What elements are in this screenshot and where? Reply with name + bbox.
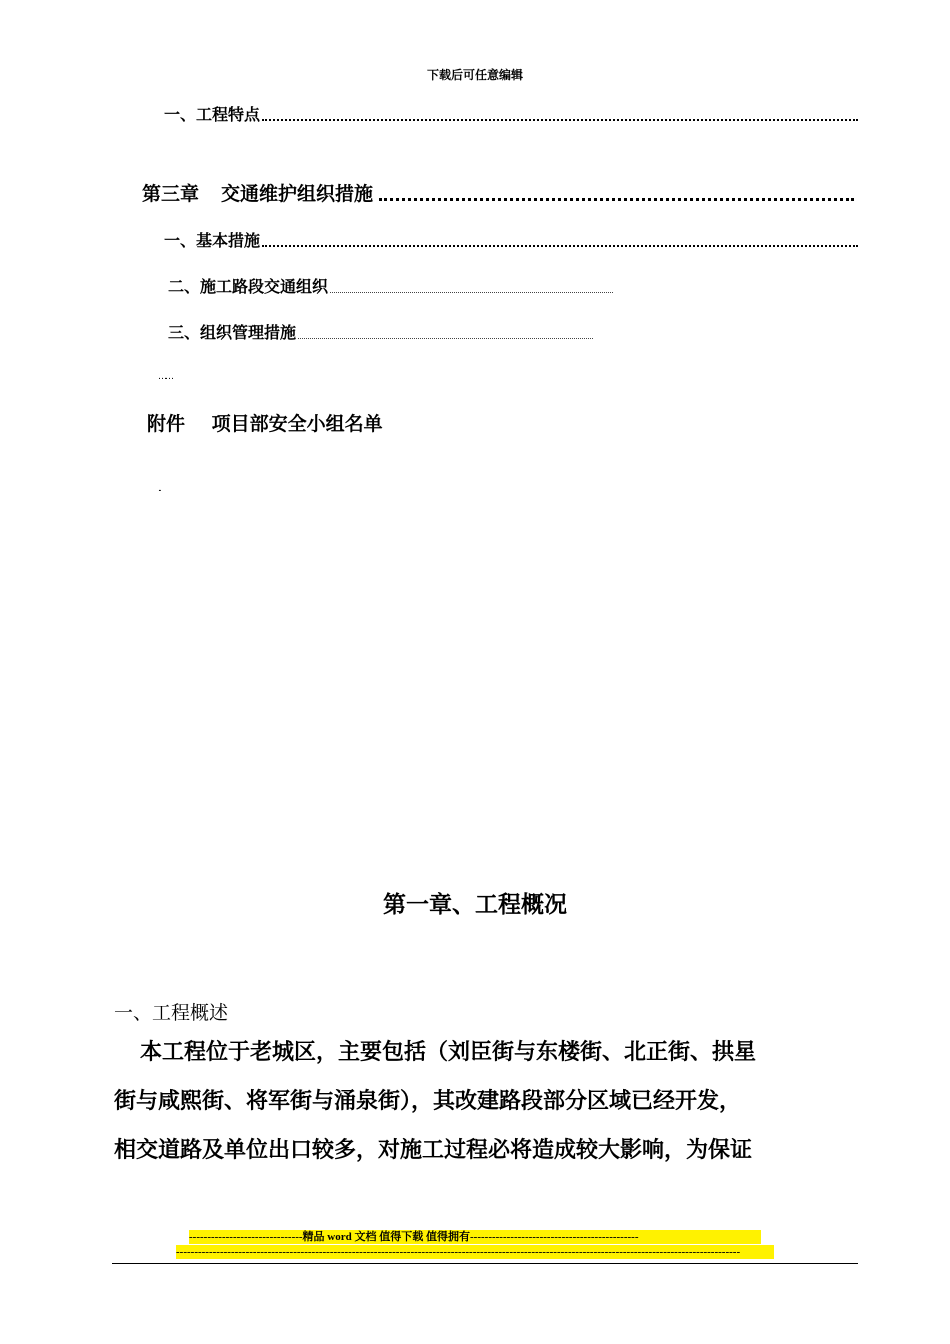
toc-item-basic-measures[interactable] — [164, 228, 858, 251]
toc-chapter-label: 第三章 — [142, 183, 200, 205]
footer-banner-text: -------------------------------精品 word 文档 值得下载 值得拥有---------------------------------------------- — [189, 1230, 761, 1244]
footer-banner — [0, 1230, 950, 1244]
toc-item-label: 三、组织管理措施 — [168, 323, 297, 342]
page-header-note: 下载后可任意编辑 — [426, 68, 523, 82]
stray-dots: .. — [158, 484, 160, 494]
paragraph-line: 本工程位于老城区，主要包括（刘臣街与东楼街、北正街、拱星 — [140, 1040, 757, 1065]
toc-annex[interactable] — [147, 409, 383, 436]
toc-item-label: 二、施工路段交通组织 — [168, 277, 329, 296]
toc-leader-dots — [262, 119, 858, 121]
toc-leader-dots — [330, 292, 613, 293]
chapter-title: 第一章、工程概况 — [383, 892, 567, 918]
toc-leader-dots — [262, 245, 858, 247]
footer-dash-line — [0, 1245, 950, 1259]
section-title: 一、工程概述 — [114, 1002, 229, 1024]
toc-annex-title: 项目部安全小组名单 — [211, 413, 383, 435]
toc-item-project-features[interactable] — [164, 102, 858, 125]
toc-chapter-title: 交通维护组织措施 — [221, 183, 374, 205]
toc-chapter-3[interactable] — [142, 179, 854, 206]
toc-item-traffic-organization[interactable] — [168, 274, 613, 297]
toc-item-management-measures[interactable] — [168, 320, 593, 343]
paragraph-line: 街与咸熙街、将军街与涌泉街），其改建路段部分区域已经开发， — [114, 1089, 742, 1114]
toc-annex-label: 附件 — [147, 413, 186, 435]
toc-leader-dots — [298, 338, 593, 339]
footer-dash-text: ---------------------------------------------------------------------------------------------------------------------------------------------------------- — [176, 1245, 774, 1259]
footer-divider — [112, 1263, 858, 1264]
toc-leader-dots — [379, 198, 854, 201]
toc-item-label: 一、工程特点 — [164, 105, 261, 124]
stray-dots: …… — [158, 372, 172, 382]
paragraph-line: 相交道路及单位出口较多，对施工过程必将造成较大影响，为保证 — [114, 1138, 753, 1163]
toc-item-label: 一、基本措施 — [164, 231, 261, 250]
